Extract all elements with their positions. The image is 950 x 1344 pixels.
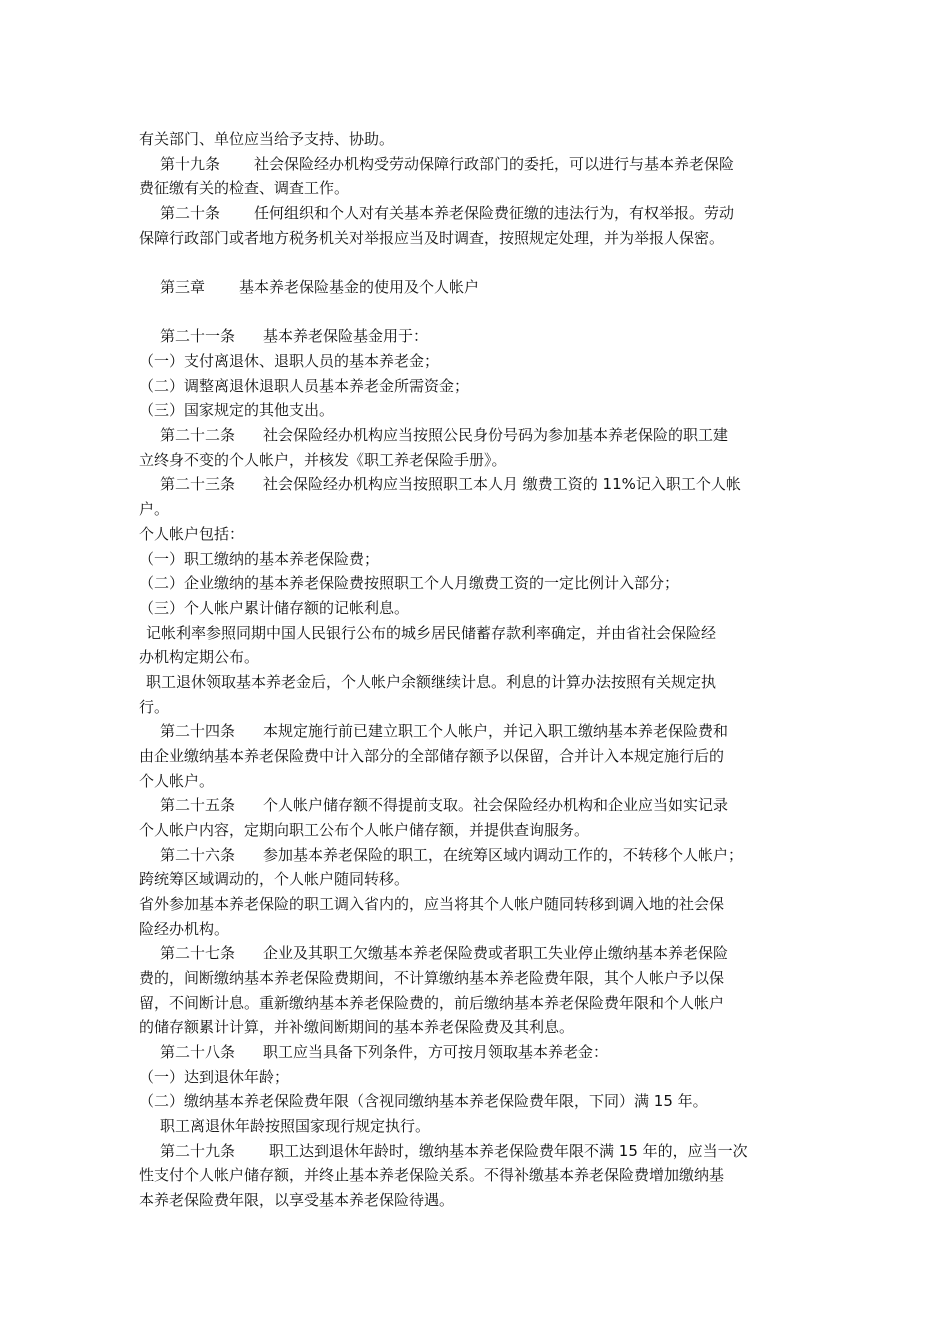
article-20-line [160, 202, 734, 224]
text: （三）国家规定的其他支出。 [139, 401, 335, 419]
text: 职工达到退休年龄时，缴纳基本养老保险费年限不满 15 年的，应当一次 [269, 1142, 748, 1160]
article-number: 第二十一条 [160, 327, 236, 345]
article-26-line [160, 844, 743, 866]
text-line [139, 523, 244, 545]
text: 任何组织和个人对有关基本养老保险费征缴的违法行为，有权举报。劳动 [254, 204, 735, 222]
text: （二）缴纳基本养老保险费年限（含视同缴纳基本养老保险费年限，下同）满 15 年。 [139, 1092, 708, 1110]
text: 费的，间断缴纳基本养老保险费期间，不计算缴纳基本养老险费年限，其个人帐户予以保 [139, 969, 725, 987]
list-item [139, 1066, 289, 1088]
article-number: 第二十二条 [160, 426, 236, 444]
article-19-line [160, 153, 734, 175]
list-item [139, 1090, 708, 1112]
text-line [139, 177, 349, 199]
article-24-line [160, 720, 728, 742]
text-line [139, 967, 724, 989]
text: （一）达到退休年龄； [139, 1068, 290, 1086]
text-line [139, 918, 229, 940]
chapter-number: 第三章 [160, 278, 206, 296]
text: 社会保险经办机构受劳动保障行政部门的委托，可以进行与基本养老保险 [254, 155, 735, 173]
text: 办机构定期公布。 [139, 648, 260, 666]
article-21-line [160, 325, 428, 347]
article-number: 第二十五条 [160, 796, 236, 814]
text-line [139, 770, 214, 792]
text: 本养老保险费年限，以享受基本养老保险待遇。 [139, 1191, 455, 1209]
text-line [139, 1016, 574, 1038]
list-item [139, 548, 379, 570]
text-line [139, 449, 507, 471]
article-number: 第二十四条 [160, 722, 236, 740]
article-number: 第二十八条 [160, 1043, 236, 1061]
text: 有关部门、单位应当给予支持、协助。 [139, 130, 395, 148]
article-22-line [160, 424, 728, 446]
text: 的储存额累计计算，并补缴间断期间的基本养老保险费及其利息。 [139, 1018, 575, 1036]
article-number: 第二十九条 [160, 1142, 236, 1160]
article-number: 第十九条 [160, 155, 221, 173]
text: 行。 [139, 698, 170, 716]
text: 社会保险经办机构应当按照公民身份号码为参加基本养老保险的职工建 [263, 426, 729, 444]
text-line [139, 819, 589, 841]
text: 个人帐户包括： [139, 525, 245, 543]
article-25-line [160, 794, 728, 816]
text: 省外参加基本养老保险的职工调入省内的，应当将其个人帐户随同转移到调入地的社会保 [139, 895, 725, 913]
text: 本规定施行前已建立职工个人帐户，并记入职工缴纳基本养老保险费和 [263, 722, 729, 740]
article-number: 第二十七条 [160, 944, 236, 962]
text-line [139, 1189, 454, 1211]
chapter-heading [160, 276, 479, 298]
text: 由企业缴纳基本养老保险费中计入部分的全部储存额予以保留，合并计入本规定施行后的 [139, 747, 725, 765]
list-item [139, 350, 439, 372]
article-number: 第二十六条 [160, 846, 236, 864]
text: 参加基本养老保险的职工，在统筹区域内调动工作的，不转移个人帐户； [263, 846, 744, 864]
text-line [139, 128, 394, 150]
text-line [146, 671, 716, 693]
text: 保障行政部门或者地方税务机关对举报应当及时调查，按照规定处理，并为举报人保密。 [139, 229, 725, 247]
text: （二）企业缴纳的基本养老保险费按照职工个人月缴费工资的一定比例计入部分； [139, 574, 680, 592]
text-line [139, 1164, 724, 1186]
text: 跨统筹区域调动的，个人帐户随同转移。 [139, 870, 410, 888]
text: （一）支付离退休、退职人员的基本养老金； [139, 352, 440, 370]
text: （一）职工缴纳的基本养老保险费； [139, 550, 380, 568]
text: （二）调整离退休退职人员基本养老金所需资金； [139, 377, 470, 395]
text: 性支付个人帐户储存额，并终止基本养老保险关系。不得补缴基本养老保险费增加缴纳基 [139, 1166, 725, 1184]
text: 立终身不变的个人帐户，并核发《职工养老保险手册》。 [139, 451, 507, 469]
list-item [139, 399, 334, 421]
article-28-line [160, 1041, 608, 1063]
text: 职工离退休年龄按照国家现行规定执行。 [160, 1117, 431, 1135]
text: 险经办机构。 [139, 920, 230, 938]
text-line [139, 745, 724, 767]
article-23-line [160, 473, 741, 495]
article-27-line [160, 942, 728, 964]
text-line [139, 227, 724, 249]
text: 记帐利率参照同期中国人民银行公布的城乡居民储蓄存款利率确定，并由省社会保险经 [146, 624, 717, 642]
text-line [139, 646, 259, 668]
text: 个人帐户。 [139, 772, 215, 790]
list-item [139, 572, 679, 594]
text: 个人帐户内容，定期向职工公布个人帐户储存额，并提供查询服务。 [139, 821, 590, 839]
text: （三）个人帐户累计储存额的记帐利息。 [139, 599, 410, 617]
text: 社会保险经办机构应当按照职工本人月 缴费工资的 11%记入职工个人帐 [263, 475, 741, 493]
text-line [139, 893, 724, 915]
text-line [139, 992, 724, 1014]
chapter-title: 基本养老保险基金的使用及个人帐户 [239, 278, 480, 296]
text-line [139, 498, 169, 520]
text-line [139, 868, 409, 890]
text: 留，不间断计息。重新缴纳基本养老保险费的，前后缴纳基本养老保险费年限和个人帐户 [139, 994, 725, 1012]
text: 职工应当具备下列条件，方可按月领取基本养老金： [263, 1043, 609, 1061]
text: 户。 [139, 500, 170, 518]
article-number: 第二十条 [160, 204, 221, 222]
text-line [146, 622, 716, 644]
text-line [160, 1115, 430, 1137]
text: 基本养老保险基金用于： [263, 327, 429, 345]
list-item [139, 597, 409, 619]
list-item [139, 375, 469, 397]
text: 企业及其职工欠缴基本养老保险费或者职工失业停止缴纳基本养老保险 [263, 944, 729, 962]
text: 个人帐户储存额不得提前支取。社会保险经办机构和企业应当如实记录 [263, 796, 729, 814]
text: 费征缴有关的检查、调查工作。 [139, 179, 350, 197]
article-29-line [160, 1140, 748, 1162]
text-line [139, 696, 169, 718]
article-number: 第二十三条 [160, 475, 236, 493]
text: 职工退休领取基本养老金后，个人帐户余额继续计息。利息的计算办法按照有关规定执 [146, 673, 717, 691]
